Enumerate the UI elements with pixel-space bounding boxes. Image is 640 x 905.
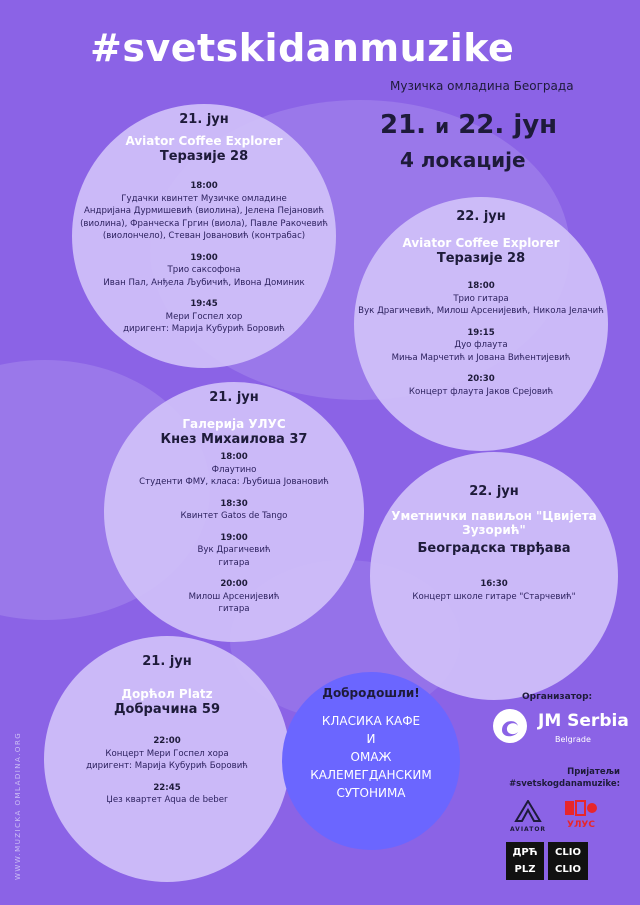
event-line: Дуо флаута — [454, 340, 508, 350]
welcome-title: Добродошли! — [322, 686, 420, 700]
event-time: 22:45 — [153, 782, 181, 793]
event-time: 19:00 — [220, 532, 248, 543]
event-item — [104, 532, 364, 570]
event-line: Миња Марчетић и Јована Вићентијевић — [391, 352, 571, 363]
venue-date: 21. јун — [179, 112, 229, 127]
organizer-label: Организатор: — [522, 692, 593, 702]
event-line: (виолончело), Стеван Јовановић (контрабас) — [102, 231, 306, 241]
event-line: Студенти ФМУ, класа: Љубиша Јовановић — [139, 477, 329, 487]
event-time: 20:00 — [220, 579, 248, 589]
venue-circle-4 — [370, 452, 618, 700]
aviator-logo — [506, 800, 550, 834]
venue-circle-2 — [354, 197, 608, 451]
event-line: Концерт флаута Јаков Срејовић — [408, 386, 554, 397]
event-item — [104, 498, 364, 523]
welcome-line: ОМАЖ — [350, 750, 392, 764]
venue-date: 21. јун — [209, 390, 259, 405]
event-line: Милош Арсенијевић — [188, 591, 280, 602]
event-item — [44, 735, 290, 773]
date-and: и — [435, 114, 450, 138]
event-line: Концерт Мери Госпел хора — [105, 748, 229, 759]
venue-address: Теразије 28 — [159, 149, 249, 164]
aviator-logo-text: AVIATOR — [509, 826, 547, 833]
event-line: (виолина), Франческа Гргин (виола), Павле Ракочевић — [80, 218, 328, 229]
date-second: 22. јун — [458, 110, 558, 140]
ulus-logo — [556, 800, 606, 834]
organizer-sub: Belgrade — [555, 735, 591, 744]
event-item — [354, 280, 608, 318]
event-line: диригент: Марија Кубурић Боровић — [123, 324, 285, 334]
event-item — [72, 252, 336, 290]
event-line: диригент: Марија Кубурић Боровић — [86, 761, 248, 771]
welcome-line: КЛАСИКА КАФЕ — [321, 714, 421, 728]
event-line: Квинтет Gatos de Tango — [180, 511, 288, 521]
ulus-logo-icon — [564, 800, 598, 816]
event-line: Мери Госпел хор — [165, 311, 243, 322]
event-line: Вук Драгичевић — [197, 545, 271, 555]
welcome-line: КАЛЕМЕГДАНСКИМ — [310, 768, 432, 782]
venue-date: 21. јун — [142, 654, 192, 669]
event-line: Иван Пал, Анђела Љубичић, Ивона Доминик — [103, 277, 305, 288]
venue-circle-3 — [104, 382, 364, 642]
event-time: 18:00 — [190, 181, 218, 191]
venue-name: Галерија УЛУС — [182, 417, 286, 431]
welcome-line: И — [366, 732, 376, 746]
event-time: 18:00 — [220, 452, 248, 462]
event-time: 22:00 — [153, 736, 181, 746]
event-line: Џез квартет Aqua de beber — [106, 795, 228, 805]
event-line: гитара — [218, 604, 250, 614]
date-first: 21. — [380, 110, 427, 140]
venue-address: Кнез Михаилова 37 — [160, 432, 308, 447]
welcome-circle — [282, 672, 460, 850]
venue-date: 22. јун — [456, 209, 506, 224]
clio-logo: CLIO CLIO — [548, 842, 588, 880]
friends-label-line: Пријатељи — [567, 767, 620, 777]
venue-name: Aviator Coffee Explorer — [125, 134, 283, 148]
side-website-text: WWW.MUZICKA OMLADINA.ORG — [14, 731, 22, 880]
venue-name: Уметнички павиљон "Цвијета Зузорић" — [391, 509, 597, 537]
venue-name: Дорћол Platz — [121, 687, 213, 701]
event-time: 16:30 — [480, 579, 508, 589]
event-item — [354, 327, 608, 365]
event-time: 18:00 — [467, 281, 495, 291]
event-line: Трио гитара — [453, 293, 509, 304]
event-time: 18:30 — [220, 498, 248, 509]
ulus-logo-text: УЛУС — [567, 820, 595, 830]
event-line: Флаутино — [211, 464, 257, 475]
page-title: #svetskidanmuzike — [90, 26, 515, 70]
venue-address: Добрачина 59 — [113, 702, 221, 717]
event-item — [72, 298, 336, 336]
dorcol-platz-logo: ДРЋ PLZ — [506, 842, 544, 880]
venue-circle-1 — [72, 104, 336, 368]
venue-circle-5 — [44, 636, 290, 882]
venue-address: Теразије 28 — [436, 251, 526, 266]
event-item — [354, 373, 608, 398]
friends-label — [480, 766, 620, 790]
locations-count: 4 локације — [400, 148, 526, 172]
organizer-name: JM Serbia — [538, 711, 629, 731]
event-time: 19:15 — [467, 327, 495, 338]
friends-label-line: #svetskogdanamuzike: — [509, 779, 620, 789]
venue-address: Београдска тврђава — [417, 541, 571, 556]
event-time: 20:30 — [467, 374, 495, 384]
event-time: 19:00 — [190, 252, 218, 263]
welcome-lines — [282, 712, 460, 802]
venue-date: 22. јун — [469, 484, 519, 499]
welcome-line: СУТОНИМА — [336, 786, 406, 800]
event-item — [72, 180, 336, 243]
event-item — [104, 451, 364, 489]
event-item — [104, 578, 364, 616]
event-line: Андријана Дурмишевић (виолина), Јелена Пејановић — [84, 206, 324, 216]
aviator-logo-icon — [514, 800, 542, 822]
event-line: Концерт школе гитаре "Старчевић" — [412, 591, 576, 602]
event-item — [44, 782, 290, 807]
event-item — [390, 578, 598, 603]
page-subtitle: Музичка омладина Београда — [390, 79, 574, 93]
event-line: Трио саксофона — [167, 265, 241, 275]
venue-name: Aviator Coffee Explorer — [402, 236, 560, 250]
event-line: Гудачки квинтет Музичке омладине — [121, 193, 287, 204]
event-line: гитара — [218, 557, 250, 568]
event-dates — [380, 110, 557, 140]
event-time: 19:45 — [190, 299, 218, 309]
event-line: Вук Драгичевић, Милош Арсенијевић, Никола Јелачић — [358, 306, 604, 316]
jm-serbia-logo-icon — [492, 708, 528, 744]
